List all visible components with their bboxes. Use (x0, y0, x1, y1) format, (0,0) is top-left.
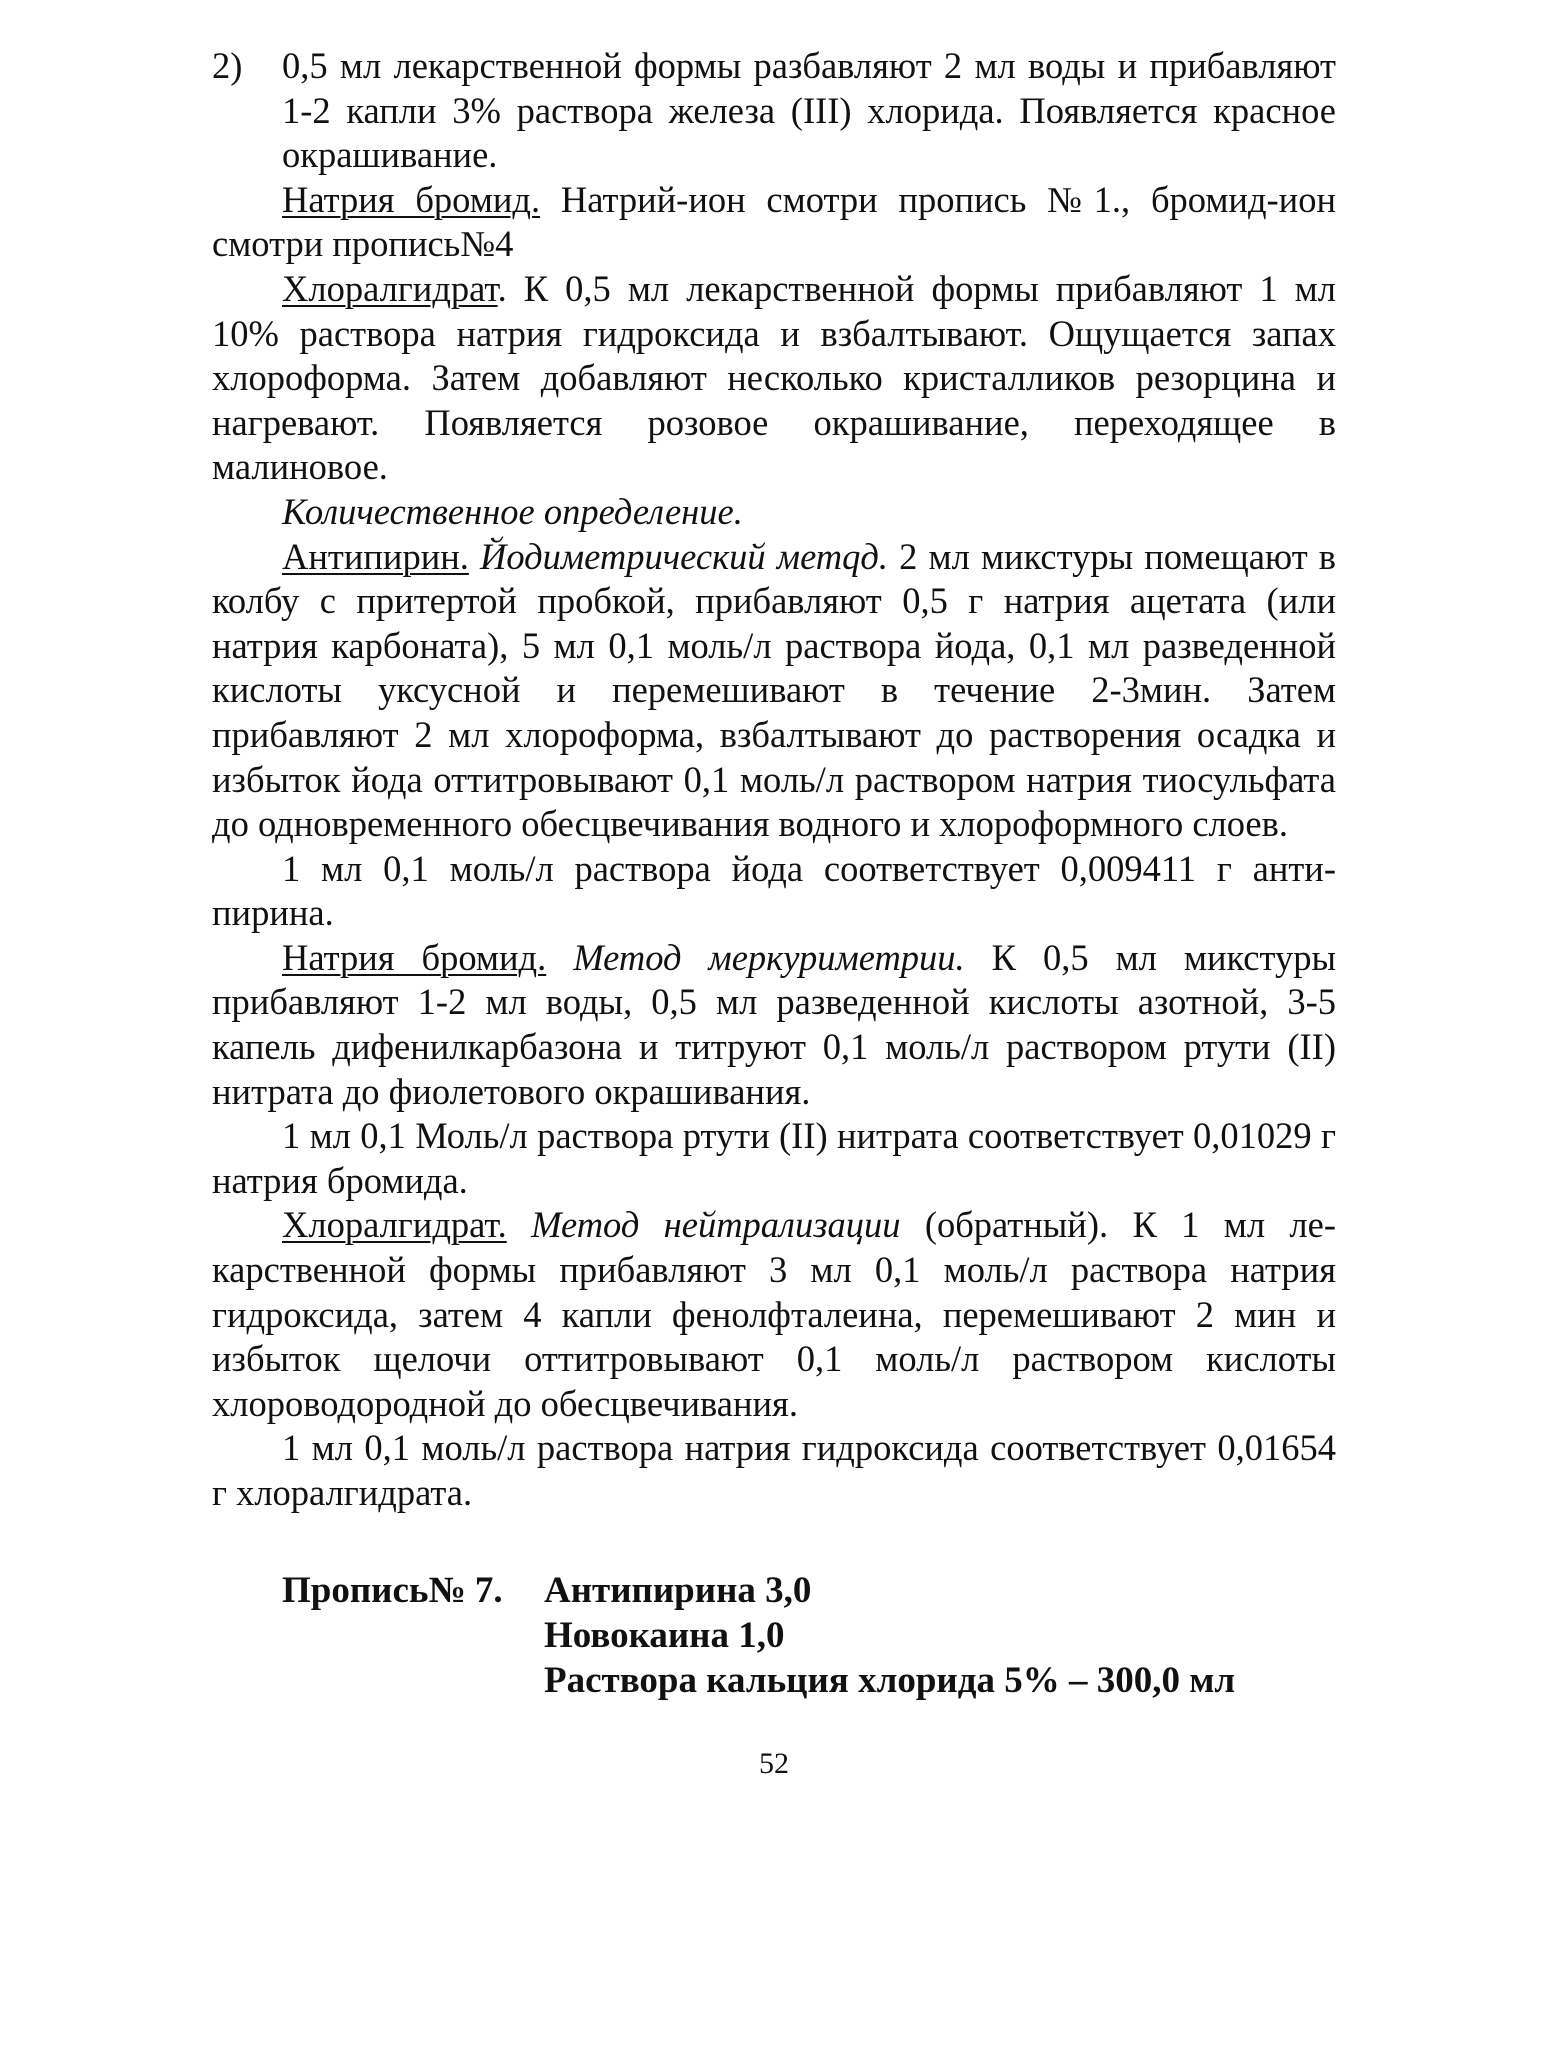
item-number: 2) (212, 45, 243, 86)
numbered-paragraph (212, 44, 1336, 178)
italic-text: Количественное определение. (282, 490, 743, 532)
item-body (282, 44, 1336, 178)
text-run (507, 1204, 531, 1245)
italic-text: Метод нейтрализации (531, 1204, 901, 1246)
text-run (469, 536, 480, 577)
text-run: Натрий-ион смотри пропись №1., бромид-ион смотри пропись№4 (212, 178, 1336, 265)
underlined-heading: Натрия бромид. (282, 936, 547, 978)
prescription-line: Новокаина 1,0 (544, 1614, 785, 1656)
underlined-heading: Хлоралгидрат (282, 267, 498, 309)
paragraph (212, 490, 1336, 535)
body-text (212, 44, 1336, 1516)
paragraph (212, 1203, 1336, 1426)
prescription-label: Пропись№ 7. (282, 1569, 503, 1611)
underlined-heading: Хлоралгидрат. (282, 1204, 507, 1246)
paragraph (212, 847, 1336, 936)
paragraph (212, 178, 1336, 267)
paragraph (212, 936, 1336, 1114)
prescription-line: Антипирина 3,0 (544, 1569, 812, 1611)
text-run: 2 мл микстуры помещают в колбу с притертой пробкой, прибавляют 0,5 г натрия ацетата (или натрия карбоната), 5 мл 0,1 моль/л раствора йода, 0,1 мл разведенной кислоты уксусной и перемешивают в течение 2-3мин. Затем прибавляют 2 мл хлороформа, взбалтывают до растворения осадка и избыток йода оттитровывают 0,1 моль/л раствором натрия тиосульфата до одновременного обесцвечивания водного и хлороформного слоев. (212, 535, 1337, 845)
text-run: 0,5 мл лекарственной формы разбавляют 2 мл воды и прибавляют 1-2 капли 3% раствора железа (III) хлорида. Появляется красное окрашивание. (282, 45, 1336, 176)
italic-text: Метод меркуриметрии. (573, 936, 965, 978)
section-gap (212, 1516, 1336, 1560)
paragraph (212, 1426, 1336, 1515)
prescription-line: Раствора кальция хлорида 5% – 300,0 мл (544, 1659, 1236, 1701)
paragraph (212, 1114, 1336, 1203)
text-run: К 0,5 мл микстуры прибавляют 1-2 мл воды, 0,5 мл разведенной кислоты азотной, 3-5 капель дифенилкарбазона и титруют 0,1 моль/л раствором ртути (II) нитрата до фиолетового окрашивания. (212, 936, 1336, 1112)
page-number: 52 (759, 1747, 789, 1780)
paragraph (212, 267, 1336, 490)
underlined-heading: Натрия бромид. (282, 178, 541, 220)
text-run: (обратный). К 1 мл лекарственной формы прибавляют 3 мл 0,1 моль/л раствора натрия гидроксида, затем 4 капли фенолфталеина, перемешивают 2 мин и избыток щелочи оттитровывают 0,1 моль/л раствором кислоты хлороводородной до обесцвечивания. (212, 1204, 1337, 1424)
prescription-ingredients (544, 1568, 1336, 1703)
text-column (212, 44, 1336, 1703)
text-run (546, 937, 573, 978)
underlined-heading: Антипирин. (282, 535, 469, 577)
text-run: . К 0,5 мл лекарственной формы прибавляют 1 мл 10% раствора натрия гидроксида и взбалтывают. Ощущается запах хлороформа. Затем добавляют несколько кристалликов резорцина и нагревают. Появляется розовое окрашивание, переходящее в малиновое. (212, 267, 1336, 488)
paragraph (212, 535, 1336, 847)
prescription-block (212, 1568, 1336, 1703)
italic-text: Йодиметрический метqд. (480, 535, 888, 577)
text-run: 1 мл 0,1 Моль/л раствора ртути (II) нитрата соответствует 0,01029 г натрия бромида. (212, 1115, 1336, 1201)
text-run: 1 мл 0,1 моль/л раствора йода соответствует 0,009411 г антипирина. (212, 847, 1336, 934)
text-run: 1 мл 0,1 моль/л раствора натрия гидроксида соответствует 0,01654 г хлоралгидрата. (212, 1427, 1336, 1513)
